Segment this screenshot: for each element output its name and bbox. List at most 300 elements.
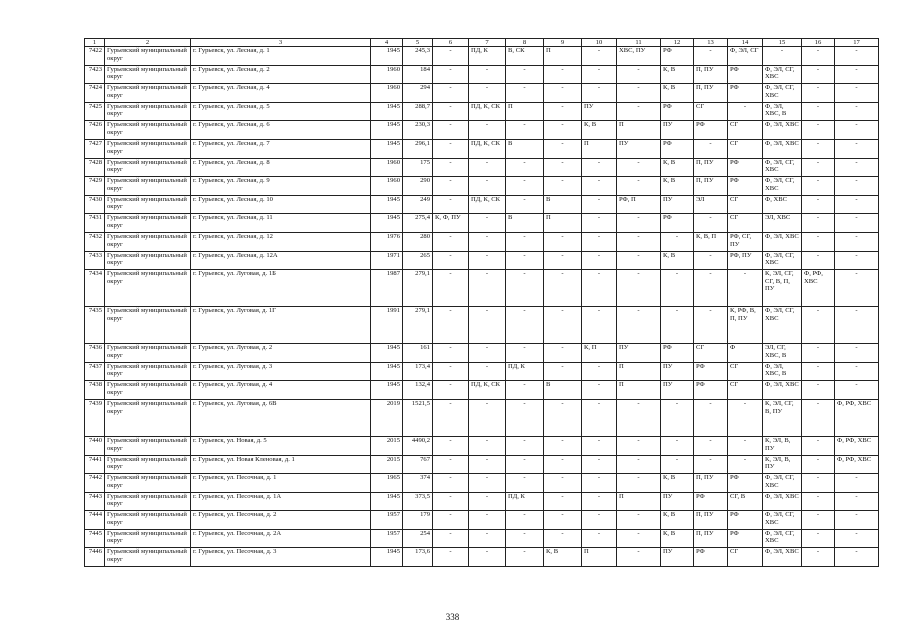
table-cell: - xyxy=(544,102,582,121)
table-cell: ПД, К, СК xyxy=(469,139,506,158)
table-cell: 767 xyxy=(403,455,433,474)
table-cell: РФ xyxy=(728,474,763,493)
table-cell: - xyxy=(433,121,469,140)
table-cell: 7427 xyxy=(85,139,105,158)
table-cell: - xyxy=(661,399,694,436)
table-cell: - xyxy=(433,307,469,344)
table-cell: 1945 xyxy=(371,102,403,121)
table-cell: РФ xyxy=(728,177,763,196)
table-cell: В xyxy=(506,139,544,158)
page-number: 338 xyxy=(445,612,460,622)
table-cell: - xyxy=(661,270,694,307)
table-cell: 7438 xyxy=(85,381,105,400)
table-cell: Гурьевский муниципальный округ xyxy=(105,307,191,344)
table-cell: Ф, ЭЛ, СГ, ХВС xyxy=(763,251,802,270)
table-cell: - xyxy=(835,158,879,177)
table-cell: - xyxy=(506,399,544,436)
column-header: 3 xyxy=(191,39,371,47)
table-cell: РФ xyxy=(728,158,763,177)
table-cell: 173,4 xyxy=(403,362,433,381)
table-cell: 2015 xyxy=(371,436,403,455)
table-cell: - xyxy=(506,158,544,177)
table-cell: Ф, РФ, ХВС xyxy=(802,270,835,307)
table-cell: - xyxy=(582,492,617,511)
table-cell: - xyxy=(469,251,506,270)
table-cell: В xyxy=(544,381,582,400)
table-cell: Гурьевский муниципальный округ xyxy=(105,455,191,474)
table-cell: РФ xyxy=(728,529,763,548)
table-cell: - xyxy=(582,65,617,84)
column-header: 13 xyxy=(694,39,728,47)
table-cell: - xyxy=(469,399,506,436)
table-cell: - xyxy=(694,251,728,270)
table-cell: - xyxy=(617,455,661,474)
table-cell: Ф, РФ, ХВС xyxy=(835,399,879,436)
table-cell: Ф, ЭЛ, СГ xyxy=(728,47,763,66)
table-cell: Ф, ЭЛ, СГ, ХВС xyxy=(763,158,802,177)
table-cell: ХВС, ПУ xyxy=(617,47,661,66)
table-cell: 374 xyxy=(403,474,433,493)
table-cell: П, ПУ xyxy=(694,177,728,196)
table-row xyxy=(85,251,879,270)
table-cell: 7424 xyxy=(85,84,105,103)
table-cell: - xyxy=(433,84,469,103)
column-header: 14 xyxy=(728,39,763,47)
table-cell: - xyxy=(835,214,879,233)
table-cell: Гурьевский муниципальный округ xyxy=(105,344,191,363)
table-cell: - xyxy=(835,195,879,214)
table-cell: - xyxy=(694,455,728,474)
table-cell: г. Гурьевск, ул. Песочная, д. 2А xyxy=(191,529,371,548)
column-header: 2 xyxy=(105,39,191,47)
table-cell: 7429 xyxy=(85,177,105,196)
table-row xyxy=(85,344,879,363)
table-cell: - xyxy=(506,270,544,307)
table-cell: 7431 xyxy=(85,214,105,233)
table-cell: - xyxy=(544,474,582,493)
table-cell: - xyxy=(544,436,582,455)
table-cell: П, ПУ xyxy=(694,65,728,84)
table-cell: Гурьевский муниципальный округ xyxy=(105,381,191,400)
table-cell: - xyxy=(506,177,544,196)
table-cell: - xyxy=(506,511,544,530)
table-cell: П xyxy=(617,381,661,400)
table-cell: г. Гурьевск, ул. Луговая, д. 1Б xyxy=(191,270,371,307)
table-cell: К, В xyxy=(661,177,694,196)
table-cell: - xyxy=(582,251,617,270)
table-cell: Ф, ЭЛ, ХВС xyxy=(763,381,802,400)
table-cell: - xyxy=(728,399,763,436)
table-cell: - xyxy=(544,344,582,363)
table-cell: 275,4 xyxy=(403,214,433,233)
table-cell: - xyxy=(694,307,728,344)
table-cell: - xyxy=(469,232,506,251)
table-cell: - xyxy=(617,548,661,567)
table-cell: - xyxy=(694,47,728,66)
table-cell: 1991 xyxy=(371,307,403,344)
table-cell: - xyxy=(433,251,469,270)
table-cell: - xyxy=(433,455,469,474)
table-cell: ЭЛ xyxy=(694,195,728,214)
table-cell: г. Гурьевск, ул. Лесная, д. 8 xyxy=(191,158,371,177)
table-cell: - xyxy=(802,436,835,455)
table-cell: г. Гурьевск, ул. Луговая, д. 2 xyxy=(191,344,371,363)
table-cell: - xyxy=(617,232,661,251)
table-cell: - xyxy=(544,307,582,344)
table-cell: - xyxy=(617,399,661,436)
table-cell: П xyxy=(544,214,582,233)
table-cell: г. Гурьевск, ул. Лесная, д. 5 xyxy=(191,102,371,121)
table-cell: 2019 xyxy=(371,399,403,436)
table-cell: - xyxy=(544,158,582,177)
table-cell: - xyxy=(506,307,544,344)
table-cell: 7434 xyxy=(85,270,105,307)
table-cell: П, ПУ xyxy=(694,511,728,530)
table-cell: - xyxy=(582,362,617,381)
table-cell: Гурьевский муниципальный округ xyxy=(105,84,191,103)
table-cell: П xyxy=(617,121,661,140)
table-cell: - xyxy=(506,344,544,363)
table-cell: - xyxy=(802,362,835,381)
table-row xyxy=(85,214,879,233)
table-row xyxy=(85,139,879,158)
table-row xyxy=(85,474,879,493)
table-cell: - xyxy=(617,529,661,548)
table-cell: ПД, К, СК xyxy=(469,102,506,121)
table-cell: РФ, П xyxy=(617,195,661,214)
table-cell: - xyxy=(835,270,879,307)
table-cell: - xyxy=(802,139,835,158)
table-cell: - xyxy=(661,307,694,344)
table-cell: Гурьевский муниципальный округ xyxy=(105,511,191,530)
column-header: 1 xyxy=(85,39,105,47)
table-cell: - xyxy=(544,529,582,548)
table-cell: - xyxy=(582,158,617,177)
table-cell: Гурьевский муниципальный округ xyxy=(105,548,191,567)
table-cell: 175 xyxy=(403,158,433,177)
table-cell: - xyxy=(469,270,506,307)
table-cell: ПД, К, СК xyxy=(469,381,506,400)
table-cell: Гурьевский муниципальный округ xyxy=(105,474,191,493)
table-cell: - xyxy=(763,47,802,66)
table-cell: - xyxy=(802,121,835,140)
table-cell: - xyxy=(617,102,661,121)
table-cell: ПУ xyxy=(661,492,694,511)
table-cell: 290 xyxy=(403,177,433,196)
table-cell: - xyxy=(506,548,544,567)
table-cell: 179 xyxy=(403,511,433,530)
table-cell: Ф, ЭЛ, ХВС xyxy=(763,139,802,158)
table-cell: 4490,2 xyxy=(403,436,433,455)
table-cell: 1945 xyxy=(371,548,403,567)
table-cell: РФ xyxy=(728,65,763,84)
table-cell: П, ПУ xyxy=(694,84,728,103)
table-cell: СГ xyxy=(694,102,728,121)
column-header: 16 xyxy=(802,39,835,47)
table-cell: 7442 xyxy=(85,474,105,493)
table-cell: К, ЭЛ, СГ, СГ, В, П, ПУ xyxy=(763,270,802,307)
column-header: 15 xyxy=(763,39,802,47)
table-cell: Ф, ЭЛ, ХВС, В xyxy=(763,102,802,121)
table-cell: - xyxy=(617,84,661,103)
table-cell: 7435 xyxy=(85,307,105,344)
table-cell: Гурьевский муниципальный округ xyxy=(105,121,191,140)
table-cell: 1945 xyxy=(371,492,403,511)
table-cell: - xyxy=(694,436,728,455)
column-header: 6 xyxy=(433,39,469,47)
table-cell: 1945 xyxy=(371,139,403,158)
table-cell: - xyxy=(433,381,469,400)
table-cell: П xyxy=(582,139,617,158)
table-cell: - xyxy=(469,474,506,493)
table-cell: 7423 xyxy=(85,65,105,84)
table-cell: РФ xyxy=(661,214,694,233)
table-cell: - xyxy=(728,102,763,121)
table-cell: 1960 xyxy=(371,177,403,196)
table-cell: - xyxy=(802,84,835,103)
table-cell: Гурьевский муниципальный округ xyxy=(105,492,191,511)
table-cell: ПД, К xyxy=(506,492,544,511)
table-cell: Гурьевский муниципальный округ xyxy=(105,195,191,214)
table-cell: 184 xyxy=(403,65,433,84)
table-cell: - xyxy=(469,492,506,511)
table-cell: - xyxy=(544,84,582,103)
table-cell: К, В xyxy=(661,158,694,177)
table-cell: 1945 xyxy=(371,121,403,140)
table-cell: СГ xyxy=(728,195,763,214)
table-cell: СГ xyxy=(728,214,763,233)
table-cell: - xyxy=(582,529,617,548)
column-header: 5 xyxy=(403,39,433,47)
table-cell: Гурьевский муниципальный округ xyxy=(105,214,191,233)
table-cell: 7439 xyxy=(85,399,105,436)
table-row xyxy=(85,195,879,214)
table-cell: г. Гурьевск, ул. Песочная, д. 1А xyxy=(191,492,371,511)
table-row xyxy=(85,529,879,548)
table-cell: 7430 xyxy=(85,195,105,214)
table-cell: 7425 xyxy=(85,102,105,121)
table-cell: Гурьевский муниципальный округ xyxy=(105,529,191,548)
table-cell: Гурьевский муниципальный округ xyxy=(105,102,191,121)
table-cell: ПД, К, СК xyxy=(469,195,506,214)
table-cell: - xyxy=(469,65,506,84)
table-cell: Ф xyxy=(728,344,763,363)
table-cell: ПД, К xyxy=(506,362,544,381)
table-cell: - xyxy=(582,232,617,251)
table-cell: г. Гурьевск, ул. Лесная, д. 12А xyxy=(191,251,371,270)
table-cell: Ф, ЭЛ, СГ, ХВС xyxy=(763,65,802,84)
column-header: 4 xyxy=(371,39,403,47)
table-cell: - xyxy=(433,362,469,381)
table-cell: - xyxy=(835,362,879,381)
table-cell: - xyxy=(802,232,835,251)
table-cell: г. Гурьевск, ул. Лесная, д. 11 xyxy=(191,214,371,233)
table-cell: г. Гурьевск, ул. Новая, д. 5 xyxy=(191,436,371,455)
table-cell: - xyxy=(728,270,763,307)
table-cell: П, ПУ xyxy=(694,529,728,548)
column-header: 8 xyxy=(506,39,544,47)
table-cell: - xyxy=(506,381,544,400)
table-cell: 279,1 xyxy=(403,270,433,307)
table-cell: - xyxy=(617,251,661,270)
table-cell: - xyxy=(469,436,506,455)
table-cell: г. Гурьевск, ул. Лесная, д. 1 xyxy=(191,47,371,66)
table-cell: - xyxy=(544,492,582,511)
table-cell: - xyxy=(582,47,617,66)
table-cell: - xyxy=(835,102,879,121)
table-cell: 249 xyxy=(403,195,433,214)
table-cell: Гурьевский муниципальный округ xyxy=(105,47,191,66)
table-cell: - xyxy=(582,307,617,344)
table-cell: 1976 xyxy=(371,232,403,251)
table-cell: 280 xyxy=(403,232,433,251)
table-cell: - xyxy=(506,84,544,103)
table-cell: - xyxy=(506,121,544,140)
table-cell: В xyxy=(506,214,544,233)
table-cell: Гурьевский муниципальный округ xyxy=(105,362,191,381)
table-cell: 279,1 xyxy=(403,307,433,344)
table-cell: г. Гурьевск, ул. Новая Кленовая, д. 1 xyxy=(191,455,371,474)
table-cell: - xyxy=(835,492,879,511)
table-cell: Гурьевский муниципальный округ xyxy=(105,232,191,251)
table-cell: - xyxy=(433,474,469,493)
table-cell: РФ xyxy=(728,511,763,530)
table-cell: г. Гурьевск, ул. Лесная, д. 10 xyxy=(191,195,371,214)
table-cell: - xyxy=(835,344,879,363)
table-cell: - xyxy=(544,362,582,381)
table-cell: - xyxy=(469,177,506,196)
table-cell: г. Гурьевск, ул. Лесная, д. 6 xyxy=(191,121,371,140)
table-cell: - xyxy=(802,307,835,344)
table-cell: 1945 xyxy=(371,362,403,381)
table-cell: - xyxy=(694,139,728,158)
table-cell: - xyxy=(469,121,506,140)
table-cell: 7433 xyxy=(85,251,105,270)
table-cell: СГ xyxy=(728,381,763,400)
table-cell: Ф, ЭЛ, СГ, ХВС xyxy=(763,529,802,548)
table-cell: Ф, РФ, ХВС xyxy=(835,455,879,474)
table-cell: СГ xyxy=(728,121,763,140)
table-cell: 132,4 xyxy=(403,381,433,400)
column-header: 7 xyxy=(469,39,506,47)
table-cell: ПД, К xyxy=(469,47,506,66)
table-cell: К, В xyxy=(661,529,694,548)
table-cell: 230,3 xyxy=(403,121,433,140)
table-cell: К, В xyxy=(582,121,617,140)
table-cell: 173,6 xyxy=(403,548,433,567)
table-cell: РФ xyxy=(661,344,694,363)
table-cell: - xyxy=(506,232,544,251)
table-cell: - xyxy=(506,474,544,493)
table-cell: 294 xyxy=(403,84,433,103)
table-cell: - xyxy=(802,158,835,177)
table-cell: Гурьевский муниципальный округ xyxy=(105,436,191,455)
table-cell: - xyxy=(661,436,694,455)
table-cell: К, Ф, ПУ xyxy=(433,214,469,233)
table-cell: г. Гурьевск, ул. Лесная, д. 12 xyxy=(191,232,371,251)
table-cell: - xyxy=(835,511,879,530)
table-row xyxy=(85,47,879,66)
table-cell: 245,3 xyxy=(403,47,433,66)
register-table xyxy=(84,38,879,567)
table-cell: - xyxy=(694,270,728,307)
table-cell: К, В xyxy=(661,511,694,530)
table-cell: - xyxy=(582,436,617,455)
table-cell: - xyxy=(469,455,506,474)
table-cell: - xyxy=(506,436,544,455)
table-cell: П, ПУ xyxy=(694,474,728,493)
table-cell: 1960 xyxy=(371,158,403,177)
table-cell: - xyxy=(802,251,835,270)
table-cell: - xyxy=(802,214,835,233)
table-cell: РФ xyxy=(661,102,694,121)
table-cell: - xyxy=(617,436,661,455)
table-cell: Ф, ЭЛ, ХВС xyxy=(763,492,802,511)
table-cell: 7443 xyxy=(85,492,105,511)
table-cell: - xyxy=(835,474,879,493)
table-cell: Ф, ЭЛ, СГ, ХВС xyxy=(763,307,802,344)
table-cell: - xyxy=(582,474,617,493)
table-cell: 7445 xyxy=(85,529,105,548)
table-cell: 1960 xyxy=(371,84,403,103)
table-cell: ПУ xyxy=(582,102,617,121)
table-cell: - xyxy=(802,47,835,66)
table-cell: - xyxy=(694,399,728,436)
table-cell: - xyxy=(802,65,835,84)
table-cell: - xyxy=(433,232,469,251)
table-cell: - xyxy=(802,455,835,474)
table-cell: 265 xyxy=(403,251,433,270)
table-cell: Ф, ЭЛ, ХВС xyxy=(763,121,802,140)
column-header: 12 xyxy=(661,39,694,47)
table-cell: - xyxy=(835,84,879,103)
table-cell: - xyxy=(469,529,506,548)
table-cell: - xyxy=(802,102,835,121)
table-cell: - xyxy=(835,232,879,251)
table-cell: К, ЭЛ, В, ПУ xyxy=(763,455,802,474)
table-cell: Гурьевский муниципальный округ xyxy=(105,270,191,307)
table-row xyxy=(85,121,879,140)
table-cell: - xyxy=(469,548,506,567)
table-cell: К, П xyxy=(582,344,617,363)
table-cell: 7440 xyxy=(85,436,105,455)
table-row xyxy=(85,65,879,84)
table-row xyxy=(85,158,879,177)
table-cell: - xyxy=(469,344,506,363)
table-cell: Гурьевский муниципальный округ xyxy=(105,158,191,177)
table-cell: - xyxy=(544,251,582,270)
table-cell: - xyxy=(506,251,544,270)
table-cell: 1521,5 xyxy=(403,399,433,436)
table-cell: - xyxy=(802,492,835,511)
table-row xyxy=(85,84,879,103)
table-cell: - xyxy=(433,492,469,511)
table-cell: - xyxy=(582,455,617,474)
table-cell: 7432 xyxy=(85,232,105,251)
table-cell: г. Гурьевск, ул. Лесная, д. 4 xyxy=(191,84,371,103)
table-cell: - xyxy=(617,474,661,493)
table-cell: - xyxy=(433,344,469,363)
table-cell: РФ xyxy=(694,121,728,140)
table-cell: П xyxy=(582,548,617,567)
table-cell: В, СК xyxy=(506,47,544,66)
table-row xyxy=(85,307,879,344)
table-cell: - xyxy=(802,177,835,196)
table-cell: СГ, В xyxy=(728,492,763,511)
table-cell: К, В xyxy=(661,65,694,84)
table-cell: - xyxy=(728,455,763,474)
table-cell: 1957 xyxy=(371,511,403,530)
